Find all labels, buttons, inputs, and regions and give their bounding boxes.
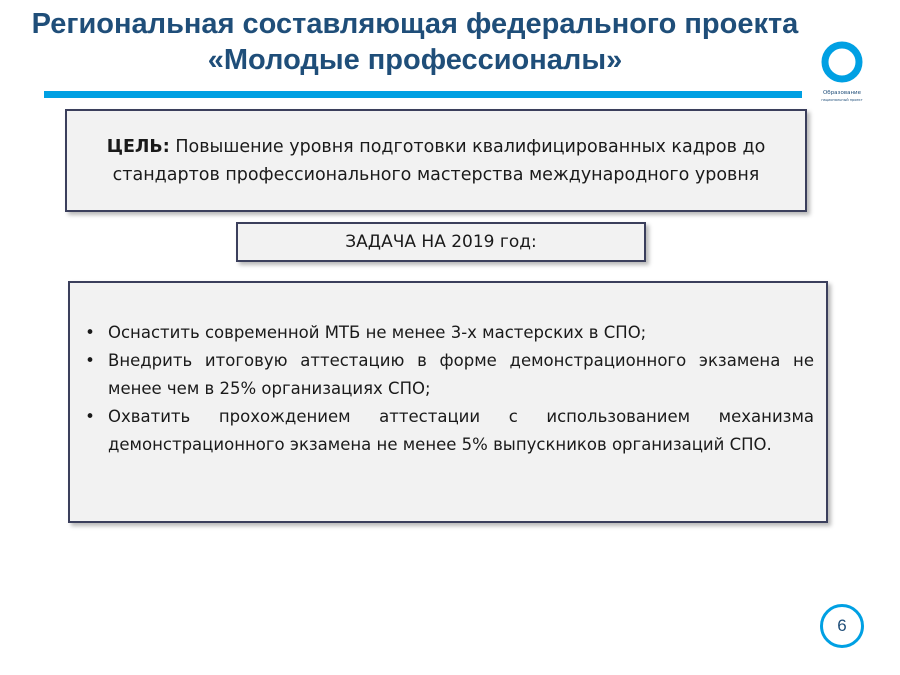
slide-title bbox=[0, 6, 830, 78]
goal-text-line2: стандартов профессионального мастерства международного уровня bbox=[112, 164, 760, 185]
goal-box bbox=[65, 109, 807, 212]
education-ring-logo bbox=[817, 38, 867, 108]
task-item-1-text: Оснастить современной МТБ не менее 3-х мастерских в СПО; bbox=[108, 323, 647, 342]
page-number: 6 bbox=[837, 616, 847, 635]
task-item-3 bbox=[82, 403, 814, 459]
slide-title-line2: «Молодые профессионалы» bbox=[207, 44, 623, 76]
logo-label-line1: Образование bbox=[822, 90, 862, 96]
bullet: • bbox=[85, 407, 95, 426]
bullet: • bbox=[85, 323, 95, 342]
task-header-box bbox=[236, 222, 646, 262]
title-underline-bar bbox=[44, 91, 802, 98]
goal-text bbox=[107, 133, 766, 189]
task-header-label: ЗАДАЧА НА 2019 год: bbox=[345, 232, 537, 252]
bullet: • bbox=[85, 351, 95, 370]
goal-text-line1: Повышение уровня подготовки квалифицированных кадров до bbox=[169, 136, 766, 157]
tasks-list bbox=[82, 319, 814, 459]
tasks-box bbox=[68, 281, 828, 523]
task-item-2 bbox=[82, 347, 814, 403]
slide-title-line1: Региональная составляющая федерального проекта bbox=[31, 8, 799, 40]
task-item-2-text: Внедрить итоговую аттестацию в форме демонстрационного экзамена не менее чем в 25% организациях СПО; bbox=[108, 351, 814, 398]
task-item-3-text: Охватить прохождением аттестации с использованием механизма демонстрационного экзамена не менее 5% выпускников организаций СПО. bbox=[108, 407, 814, 454]
task-item-1 bbox=[82, 319, 814, 347]
page-number-badge bbox=[820, 604, 864, 648]
logo-label-line2: национальный проект bbox=[821, 98, 863, 102]
goal-label: ЦЕЛЬ: bbox=[106, 136, 170, 157]
